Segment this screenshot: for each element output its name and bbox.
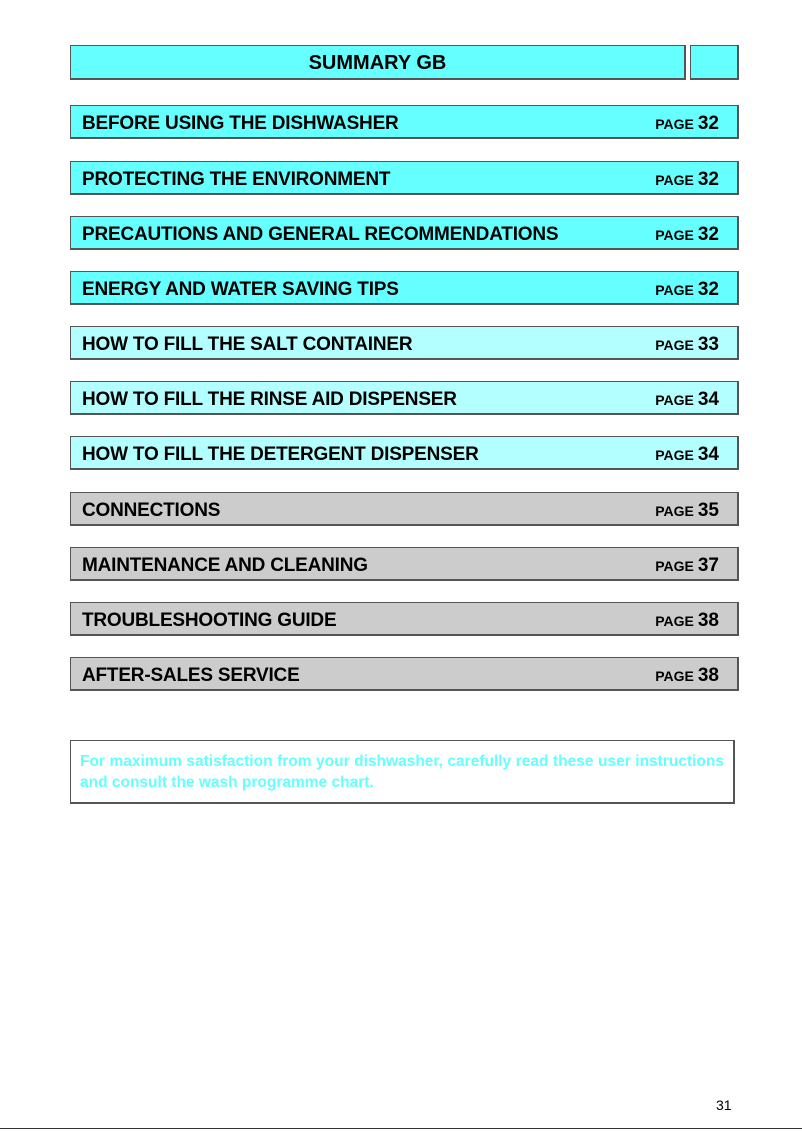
page-ref: 32 (697, 279, 719, 300)
page-prefix: PAGE (655, 503, 694, 519)
summary-entry[interactable] (70, 105, 739, 139)
entry-label: HOW TO FILL THE DETERGENT DISPENSER (82, 444, 479, 465)
entry-page (655, 389, 719, 411)
entry-label: PRECAUTIONS AND GENERAL RECOMMENDATIONS (82, 224, 559, 245)
summary-entry[interactable] (70, 216, 739, 250)
page-prefix: PAGE (655, 392, 694, 408)
usage-note: For maximum satisfaction from your dishwasher, carefully read these user instructions and consult the wash programme chart. (70, 740, 735, 804)
page-ref: 34 (697, 389, 719, 410)
entry-page (655, 665, 719, 687)
page-prefix: PAGE (655, 447, 694, 463)
page-prefix: PAGE (655, 282, 694, 298)
entry-label: TROUBLESHOOTING GUIDE (82, 610, 337, 631)
entry-label: HOW TO FILL THE RINSE AID DISPENSER (82, 389, 457, 410)
page-prefix: PAGE (655, 613, 694, 629)
entry-page (655, 113, 719, 135)
entry-page (655, 444, 719, 466)
summary-entry[interactable] (70, 436, 739, 470)
page-number: 31 (716, 1097, 732, 1113)
page-prefix: PAGE (655, 227, 694, 243)
summary-entry[interactable] (70, 381, 739, 415)
entry-page (655, 610, 719, 632)
summary-entry[interactable] (70, 161, 739, 195)
summary-entry[interactable] (70, 602, 739, 636)
page-ref: 38 (697, 665, 719, 686)
page-ref: 35 (697, 500, 719, 521)
entry-page (655, 169, 719, 191)
entry-page (655, 334, 719, 356)
entry-label: ENERGY AND WATER SAVING TIPS (82, 279, 399, 300)
page-prefix: PAGE (655, 668, 694, 684)
page-prefix: PAGE (655, 337, 694, 353)
summary-entry[interactable] (70, 271, 739, 305)
page-ref: 34 (697, 444, 719, 465)
bottom-rule (0, 1128, 802, 1129)
summary-entry[interactable] (70, 547, 739, 581)
page-ref: 32 (697, 113, 719, 134)
entry-label: BEFORE USING THE DISHWASHER (82, 113, 399, 134)
entry-label: HOW TO FILL THE SALT CONTAINER (82, 334, 413, 355)
title-side-box (690, 45, 739, 80)
page-ref: 38 (697, 610, 719, 631)
page-ref: 33 (697, 334, 719, 355)
page-prefix: PAGE (655, 558, 694, 574)
entry-label: AFTER-SALES SERVICE (82, 665, 300, 686)
entry-page (655, 555, 719, 577)
entry-page (655, 500, 719, 522)
entry-page (655, 224, 719, 246)
page-ref: 32 (697, 224, 719, 245)
entry-page (655, 279, 719, 301)
entry-label: MAINTENANCE AND CLEANING (82, 555, 368, 576)
summary-title: SUMMARY GB (70, 45, 686, 80)
entry-label: PROTECTING THE ENVIRONMENT (82, 169, 391, 190)
page-prefix: PAGE (655, 116, 694, 132)
entry-label: CONNECTIONS (82, 500, 221, 521)
summary-entry[interactable] (70, 492, 739, 526)
page-ref: 37 (697, 555, 719, 576)
page-prefix: PAGE (655, 172, 694, 188)
summary-entry[interactable] (70, 657, 739, 691)
page-ref: 32 (697, 169, 719, 190)
summary-entry[interactable] (70, 326, 739, 360)
